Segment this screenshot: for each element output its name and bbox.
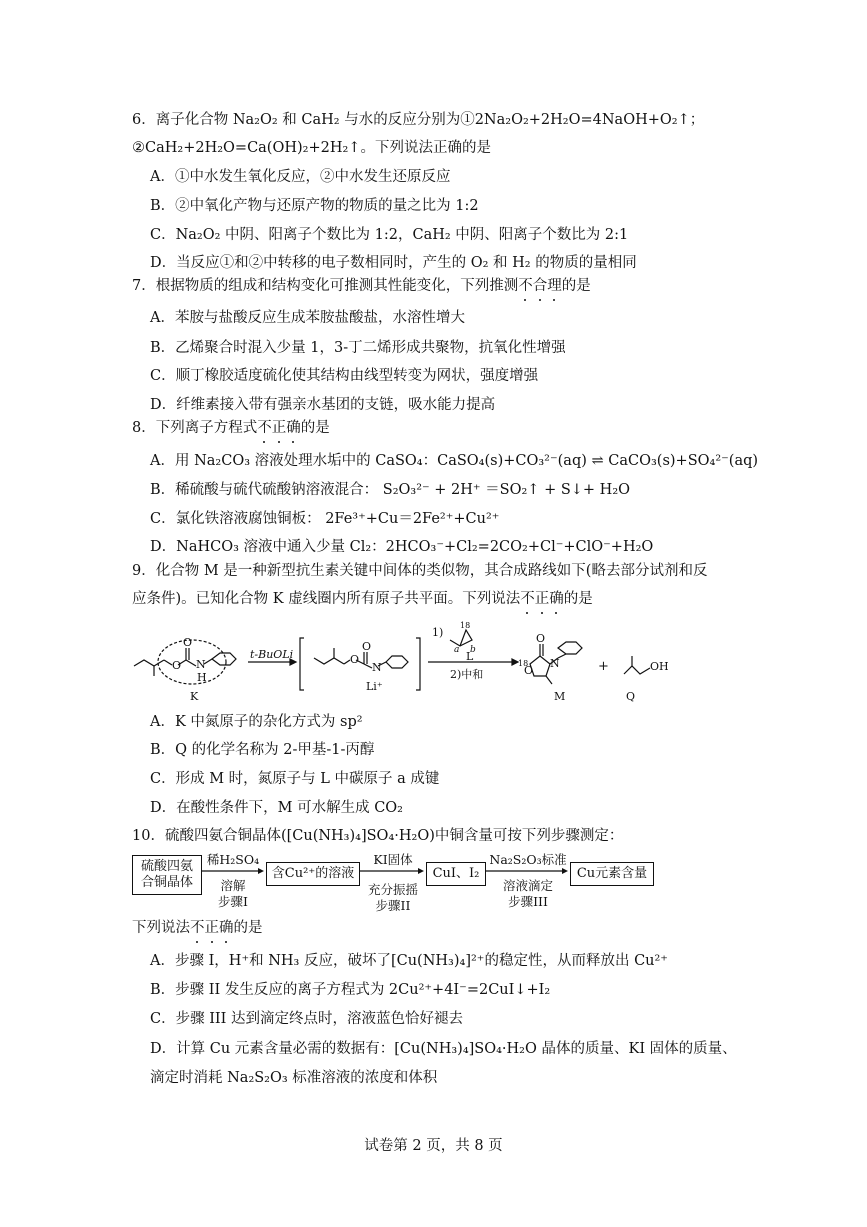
flow-arrow3-b1: 溶液滴定 [502,878,553,893]
flow-box-crystal-l2: 合铜晶体 [140,875,193,890]
q10-option-a: A．步骤 I，H⁺和 NH₃ 反应，破坏了[Cu(NH₃)₄]²⁺的稳定性，从而释放出 Cu²⁺ [150,953,668,969]
k-h-label: H [197,671,207,684]
q7-option-d: D．纤维素接入带有强亲水基团的支链，吸水能力提高 [150,397,496,413]
q10-sub-stem: 下列说法不正确的是 [132,920,263,936]
flow-arrow3 [486,866,570,876]
q10-option-c: C．步骤 III 达到滴定终点时，溶液蓝色恰好褪去 [150,1011,463,1027]
q6-stem-line2: ②CaH₂+2H₂O=Ca(OH)₂+2H₂↑。下列说法正确的是 [132,140,491,156]
q-label: Q [626,690,636,703]
m-n-label: N [550,657,560,670]
q8-option-b: B．稀硫酸与硫代硫酸钠溶液混合： S₂O₃²⁻ + 2H⁺ ＝SO₂↑ + S↓+ H₂O [150,482,631,498]
flow-arrow1-b1: 溶解 [220,878,246,893]
int-o-label: O [350,653,360,666]
flow-box-cui: CuI、I₂ [426,862,486,886]
q6-option-a: A．①中水发生氧化反应，②中水发生还原反应 [150,169,451,185]
q7-emphasis: 不合理 [518,278,562,294]
q8-option-c: C．氯化铁溶液腐蚀铜板： 2Fe³⁺+Cu＝2Fe²⁺+Cu²⁺ [150,511,500,527]
flow-arrow1-top: 稀H₂SO₄ [206,852,260,867]
q8-option-a: A．用 Na₂CO₃ 溶液处理水垢中的 CaSO₄：CaSO₄(s)+CO₃²⁻(aq) ⇌ CaCO₃(s)+SO₄²⁻(aq) [150,453,759,469]
flow-box-result: Cu元素含量 [570,862,654,886]
flow-arrow1-b2: 步骤I [218,894,248,909]
q9-emphasis: 不正确 [520,591,564,607]
q10-option-b: B．步骤 II 发生反应的离子方程式为 2Cu²⁺+4I⁻=2CuI↓+I₂ [150,982,551,998]
m-phenyl-ring [558,642,582,654]
step2-label: 2)中和 [450,668,484,681]
q6-stem-line1: 6．离子化合物 Na₂O₂ 和 CaH₂ 与水的反应分别为①2Na₂O₂+2H₂O=4NaOH+O₂↑； [132,112,705,128]
q7-option-a: A．苯胺与盐酸反应生成苯胺盐酸盐，水溶性增大 [150,310,465,326]
q9-option-b: B．Q 的化学名称为 2-甲基-1-丙醇 [150,742,375,758]
li-label: Li⁺ [366,680,383,693]
m-label: M [554,690,566,703]
iso-label: 18 [460,621,471,630]
q9-option-a: A．K 中氮原子的杂化方式为 sp² [150,714,363,730]
q10-option-d-line1: D．计算 Cu 元素含量必需的数据有：[Cu(NH₃)₄]SO₄·H₂O 晶体的质量、KI 固体的质量、 [150,1041,737,1057]
q9-stem-line1: 9．化合物 M 是一种新型抗生素关键中间体的类似物，其合成路线如下(略去部分试剂和反 [132,563,708,579]
carbon-b-label: b [470,645,476,655]
flow-arrow1 [202,866,266,876]
step1-label: 1) [432,626,444,639]
k-n-label: N [196,658,206,671]
q9-option-c: C．形成 M 时，氮原子与 L 中碳原子 a 成键 [150,771,440,787]
flow-box-solution: 含Cu²⁺的溶液 [266,862,360,886]
intermediate-phenyl-ring [386,656,408,668]
q6-option-d: D．当反应①和②中转移的电子数相同时，产生的 O₂ 和 H₂ 的物质的量相同 [150,255,637,271]
k-o-label: O [172,659,182,672]
int-n-label: N [372,661,382,674]
flow-arrow2-top: KI固体 [373,852,413,867]
q10-stem: 10．硫酸四氨合铜晶体([Cu(NH₃)₄]SO₄·H₂O)中铜含量可按下列步骤测定： [132,828,624,844]
plus-sign: + [598,659,609,674]
q9-synthesis-scheme [120,618,680,704]
m-iso-label: 18 [518,659,529,668]
q8-emphasis: 不正确 [257,420,301,436]
q8-stem: 8．下列离子方程式不正确的是 [132,420,330,436]
flow-arrow3-top: Na₂S₂O₃标准 [489,852,567,867]
flow-box-crystal [132,855,202,895]
q7-stem: 7．根据物质的组成和结构变化可推测其性能变化，下列推测不合理的是 [132,278,591,294]
q7-option-c: C．顺丁橡胶适度硫化使其结构由线型转变为网状，强度增强 [150,368,539,384]
k-co-label: O [183,636,193,649]
reagent-label: t-BuOLi [250,648,294,661]
flow-arrow2-b2: 步骤II [375,898,411,913]
flow-box-crystal-l1: 硫酸四氨 [140,859,193,874]
q8-option-d: D．NaHCO₃ 溶液中通入少量 Cl₂：2HCO₃⁻+Cl₂=2CO₂+Cl⁻+ClO⁻+H₂O [150,539,654,555]
q9-option-d: D．在酸性条件下，M 可水解生成 CO₂ [150,800,403,816]
k-phenyl-ring [212,653,236,665]
l-label: L [466,650,474,663]
m-co-label: O [536,632,546,645]
q7-option-b: B．乙烯聚合时混入少量 1，3-丁二烯形成共聚物，抗氧化性增强 [150,340,566,356]
q10-emphasis: 不正确 [190,920,234,936]
carbon-a-label: a [454,645,460,655]
q6-option-c: C．Na₂O₂ 中阴、阳离子个数比为 1:2，CaH₂ 中阴、阳离子个数比为 2:1 [150,227,629,243]
k-isobutyl-chain [134,660,154,676]
int-co-label: O [362,640,372,653]
flow-arrow3-b2: 步骤III [508,894,548,909]
page-footer: 试卷第 2 页，共 8 页 [364,1138,503,1154]
q10-option-d-line2: 滴定时消耗 Na₂S₂O₃ 标准溶液的浓度和体积 [150,1070,438,1086]
flow-arrow2 [360,866,426,876]
k-label: K [190,690,199,703]
q-oh-label: OH [650,660,669,673]
q9-stem-line2: 应条件)。已知化合物 K 虚线圈内所有原子共平面。下列说法不正确的是 [132,591,593,607]
flow-arrow2-b1: 充分振摇 [367,882,418,897]
m-ring-o-label: O [524,664,534,677]
q6-option-b: B．②中氧化产物与还原产物的物质的量之比为 1:2 [150,198,479,214]
